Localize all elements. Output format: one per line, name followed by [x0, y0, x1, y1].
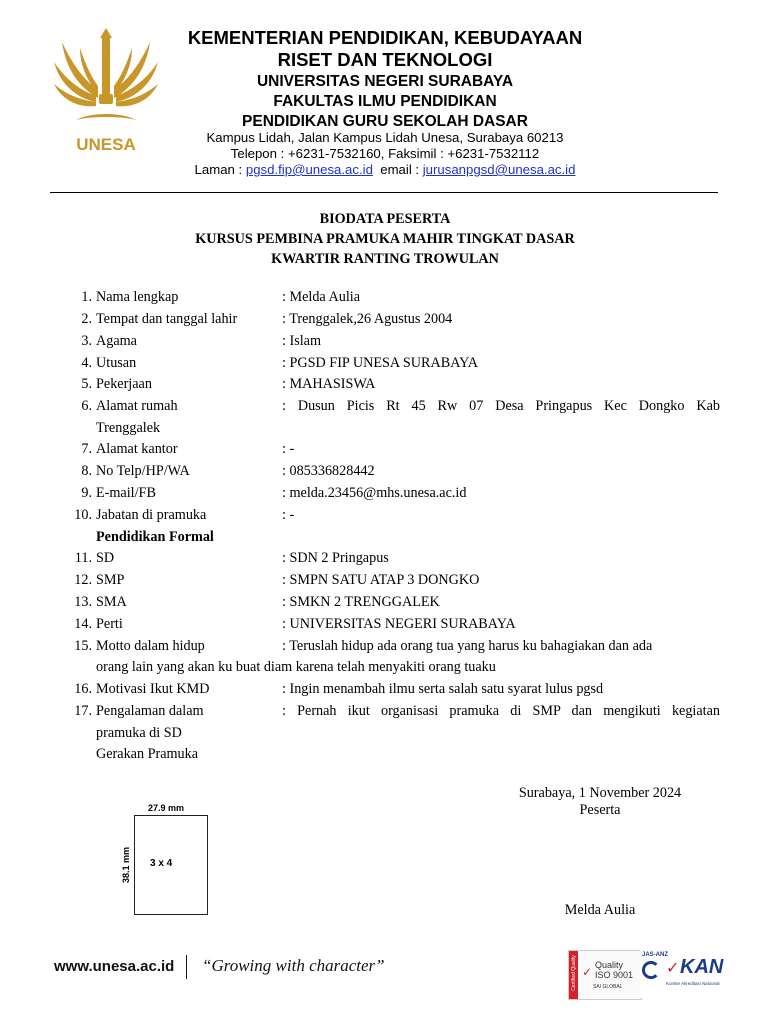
- row-value: : PGSD FIP UNESA SURABAYA: [282, 355, 479, 371]
- row-value: : Dusun Picis Rt 45 Rw 07 Desa Pringapus Kec Dongko Kab: [282, 398, 720, 414]
- extra-row: [64, 678, 720, 700]
- row-number: 3.: [81, 333, 92, 349]
- row-number: 9.: [81, 485, 92, 501]
- iso-quality-text: Quality: [595, 960, 624, 970]
- biodata-row: [64, 482, 720, 504]
- row-number: 1.: [81, 289, 92, 305]
- row-label: E-mail/FB: [96, 485, 156, 501]
- biodata-row: [64, 308, 720, 330]
- footer-separator: [186, 955, 187, 979]
- row-value: : 085336828442: [282, 463, 375, 479]
- iso-cert-badge: [568, 950, 642, 1000]
- web-email-line: [150, 162, 620, 178]
- row-number: 2.: [81, 311, 92, 327]
- row-label: Utusan: [96, 355, 137, 371]
- education-row: [64, 591, 720, 613]
- email-link[interactable]: jurusanpgsd@unesa.ac.id: [422, 162, 576, 177]
- row-label: Tempat dan tanggal lahir: [96, 311, 238, 327]
- university-name: UNIVERSITAS NEGERI SURABAYA: [256, 73, 514, 90]
- row-label: Perti: [96, 616, 123, 632]
- row-value: : Ingin menambah ilmu serta salah satu syarat lulus pgsd: [282, 681, 604, 697]
- row-value: : Trenggalek,26 Agustus 2004: [282, 311, 453, 327]
- biodata-row: [64, 504, 720, 526]
- web-link[interactable]: pgsd.fip@unesa.ac.id: [245, 162, 373, 177]
- row-value-continuation: Trenggalek: [96, 420, 161, 436]
- logo-wordmark: UNESA: [76, 135, 136, 154]
- photo-height-label: 38.1 mm: [121, 846, 131, 884]
- row-number: 7.: [81, 441, 92, 457]
- biodata-row: [64, 330, 720, 352]
- row-value: : -: [282, 507, 295, 523]
- cert-side-label: Certified Quality: [571, 955, 577, 991]
- row-value: : SMPN SATU ATAP 3 DONGKO: [282, 572, 480, 588]
- row-value: : SDN 2 Pringapus: [282, 550, 389, 566]
- extra-row: [64, 635, 720, 657]
- kan-check-icon: ✓: [666, 958, 680, 977]
- row-number: 12.: [74, 572, 92, 588]
- sai-global-text: SAI GLOBAL: [593, 984, 623, 990]
- row-value: : Pernah ikut organisasi pramuka di SMP dan mengikuti kegiatan: [282, 703, 720, 719]
- row-label-continuation: pramuka di SD: [96, 725, 182, 741]
- doc-subtitle-branch: KWARTIR RANTING TROWULAN: [271, 251, 499, 267]
- signature-name: Melda Aulia: [564, 902, 636, 918]
- row-label: Motto dalam hidup: [96, 638, 205, 654]
- row-number: 15.: [74, 638, 92, 654]
- jas-anz-text: JAS-ANZ: [642, 952, 669, 958]
- row-value: : UNIVERSITAS NEGERI SURABAYA: [282, 616, 516, 632]
- check-icon: ✓: [582, 965, 593, 979]
- ministry-line-1: KEMENTERIAN PENDIDIKAN, KEBUDAYAAN: [187, 27, 583, 48]
- row-number: 5.: [81, 376, 92, 392]
- kan-subtitle: Komite Akreditasi Nasional: [666, 981, 720, 986]
- kan-text: KAN: [680, 956, 724, 978]
- row-value: : Islam: [282, 333, 322, 349]
- row-number: 13.: [74, 594, 92, 610]
- biodata-row: [64, 373, 720, 395]
- department-name: PENDIDIKAN GURU SEKOLAH DASAR: [242, 113, 528, 130]
- row-value: : melda.23456@mhs.unesa.ac.id: [282, 485, 467, 501]
- email-label: email :: [372, 162, 423, 177]
- unesa-logo: [50, 28, 162, 156]
- biodata-row: [64, 438, 720, 460]
- iso-9001-text: ISO 9001: [595, 970, 634, 980]
- row-value-continuation: orang lain yang akan ku buat diam karena telah menyakiti orang tuaku: [96, 659, 496, 675]
- footer-slogan: “Growing with character”: [202, 956, 385, 975]
- row-label-continuation: Gerakan Pramuka: [96, 746, 199, 762]
- biodata-row: [64, 352, 720, 374]
- row-label: SD: [96, 550, 115, 566]
- footer-url[interactable]: www.unesa.ac.id: [54, 958, 175, 975]
- row-label: Nama lengkap: [96, 289, 179, 305]
- row-label: Motivasi Ikut KMD: [96, 681, 210, 697]
- row-label: Alamat rumah: [96, 398, 178, 414]
- education-row: [64, 547, 720, 569]
- signature-role: Peserta: [579, 802, 621, 818]
- web-label: Laman :: [194, 162, 246, 177]
- phone-fax: Telepon : +6231-7532160, Faksimil : +6231-7532112: [230, 146, 540, 161]
- letterhead-divider: [50, 192, 718, 193]
- row-label: SMA: [96, 594, 127, 610]
- row-number: 11.: [74, 550, 92, 566]
- biodata-row: [64, 395, 720, 417]
- biodata-row: [64, 286, 720, 308]
- signature-place-date: Surabaya, 1 November 2024: [518, 785, 682, 801]
- biodata-row: [64, 460, 720, 482]
- row-label: Alamat kantor: [96, 441, 178, 457]
- row-number: 17.: [74, 703, 92, 719]
- doc-subtitle-course: KURSUS PEMBINA PRAMUKA MAHIR TINGKAT DASAR: [195, 231, 575, 247]
- education-heading: Pendidikan Formal: [96, 529, 214, 545]
- row-value: : -: [282, 441, 295, 457]
- ministry-line-2: RISET DAN TEKNOLOGI: [277, 49, 493, 70]
- row-number: 14.: [74, 616, 92, 632]
- row-label: Pengalaman dalam: [96, 703, 204, 719]
- row-label: Jabatan di pramuka: [96, 507, 207, 523]
- row-value: : MAHASISWA: [282, 376, 376, 392]
- row-value: : SMKN 2 TRENGGALEK: [282, 594, 440, 610]
- campus-address: Kampus Lidah, Jalan Kampus Lidah Unesa, Surabaya 60213: [206, 130, 564, 145]
- education-row: [64, 569, 720, 591]
- row-label: Pekerjaan: [96, 376, 152, 392]
- photo-size-label: 3 x 4: [150, 858, 173, 869]
- row-label: No Telp/HP/WA: [96, 463, 190, 479]
- row-label: SMP: [96, 572, 125, 588]
- row-number: 8.: [81, 463, 92, 479]
- kan-cert-badge: [640, 950, 722, 998]
- row-value: : Melda Aulia: [282, 289, 361, 305]
- row-number: 10.: [74, 507, 92, 523]
- photo-width-label: 27.9 mm: [148, 803, 185, 813]
- row-number: 4.: [81, 355, 92, 371]
- row-label: Agama: [96, 333, 137, 349]
- doc-title: BIODATA PESERTA: [319, 211, 451, 227]
- row-number: 16.: [74, 681, 92, 697]
- jas-anz-icon: [642, 961, 660, 979]
- extra-row: [64, 700, 720, 722]
- row-value: : Teruslah hidup ada orang tua yang harus ku bahagiakan dan ada: [282, 638, 653, 654]
- faculty-name: FAKULTAS ILMU PENDIDIKAN: [273, 93, 497, 110]
- row-number: 6.: [81, 398, 92, 414]
- education-row: [64, 613, 720, 635]
